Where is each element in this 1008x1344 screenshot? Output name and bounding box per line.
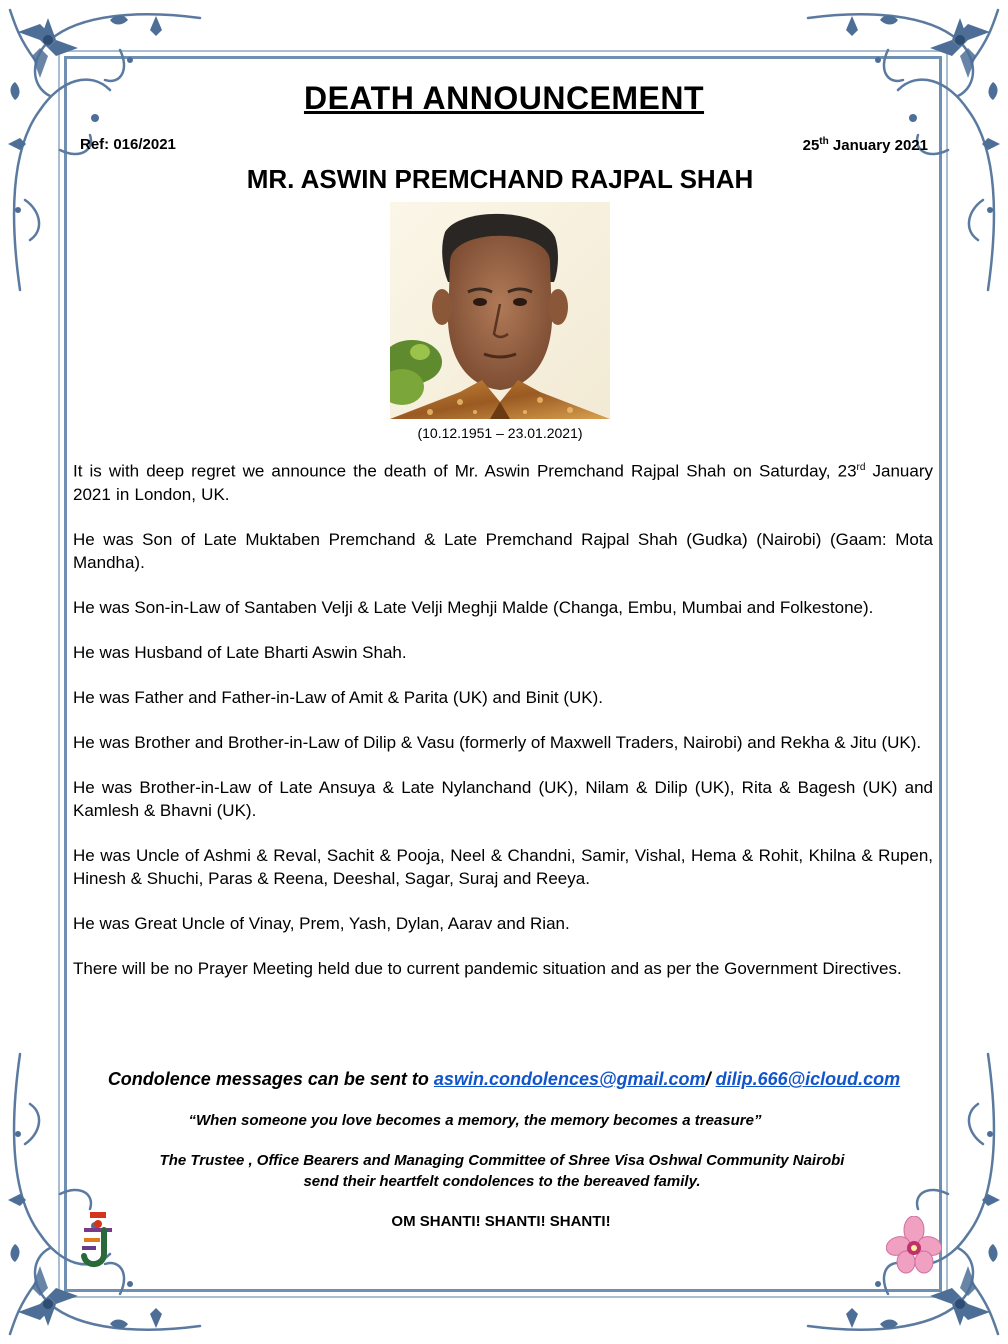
condolence-line xyxy=(0,1069,1008,1090)
paragraph-nephews-nieces: He was Uncle of Ashmi & Reval, Sachit & Pooja, Neel & Chandni, Samir, Vishal, Hema & Rohit, Khilna & Rupen, Hinesh & Shuchi, Paras & Reena, Deeshal, Sagar, Suraj and Reeya. xyxy=(73,845,933,888)
paragraph-text: It is with deep regret we announce the death of Mr. Aswin Premchand Rajpal Shah on Saturday, 23 xyxy=(73,461,857,481)
reference-number: Ref: 016/2021 xyxy=(80,136,176,153)
announcement-body xyxy=(73,456,933,1002)
paragraph-siblings-in-law: He was Brother-in-Law of Late Ansuya & Late Nylanchand (UK), Nilam & Dilip (UK), Rita & Bagesh (UK) and Kamlesh & Bhavni (UK). xyxy=(73,777,933,820)
trustees-line: The Trustee , Office Bearers and Managing Committee of Shree Visa Oshwal Community Nairobi xyxy=(159,1152,845,1169)
announcement-date xyxy=(803,136,928,154)
deceased-name: MR. ASWIN PREMCHAND RAJPAL SHAH xyxy=(246,164,754,194)
om-shanti: OM SHANTI! SHANTI! SHANTI! xyxy=(391,1213,611,1230)
community-logo-icon xyxy=(78,1208,118,1272)
paragraph-text: January 2021 in London, UK. xyxy=(73,461,933,504)
paragraph-great-nephews: He was Great Uncle of Vinay, Prem, Yash, Dylan, Aarav and Rian. xyxy=(73,913,570,933)
date-day: 25 xyxy=(802,137,820,154)
condolence-prefix: Condolence messages can be sent to xyxy=(107,1069,434,1089)
email-link-aswin[interactable]: aswin.condolences@gmail.com xyxy=(433,1069,706,1089)
date-suffix: th xyxy=(819,136,829,147)
date-rest: January 2021 xyxy=(828,137,928,154)
paragraph-death-notice xyxy=(73,456,933,506)
flower-icon xyxy=(886,1216,942,1274)
paragraph-siblings: He was Brother and Brother-in-Law of Dilip & Vasu (formerly of Maxwell Traders, Nairobi) and Rekha & Jitu (UK). xyxy=(73,732,922,752)
paragraph-parents: He was Son of Late Muktaben Premchand & Late Premchand Rajpal Shah (Gudka) (Nairobi) (Gaam: Mota Mandha). xyxy=(73,529,933,572)
paragraph-spouse: He was Husband of Late Bharti Aswin Shah. xyxy=(73,642,407,662)
trustees-line: send their heartfelt condolences to the bereaved family. xyxy=(303,1173,701,1190)
paragraph-prayer-meeting: There will be no Prayer Meeting held due to current pandemic situation and as per the Government Directives. xyxy=(73,958,902,978)
memorial-quote: “When someone you love becomes a memory, the memory becomes a treasure” xyxy=(188,1112,762,1129)
life-dates: (10.12.1951 – 23.01.2021) xyxy=(417,425,583,441)
trustees-message xyxy=(0,1150,1004,1192)
paragraph-children: He was Father and Father-in-Law of Amit & Parita (UK) and Binit (UK). xyxy=(73,687,604,707)
ordinal-suffix: rd xyxy=(856,462,866,473)
portrait-photo xyxy=(390,202,610,419)
page-title: DEATH ANNOUNCEMENT xyxy=(303,80,705,116)
email-link-dilip[interactable]: dilip.666@icloud.com xyxy=(715,1069,901,1089)
email-separator: / xyxy=(705,1069,716,1089)
paragraph-in-laws: He was Son-in-Law of Santaben Velji & Late Velji Meghji Malde (Changa, Embu, Mumbai and Folkestone). xyxy=(73,597,874,617)
